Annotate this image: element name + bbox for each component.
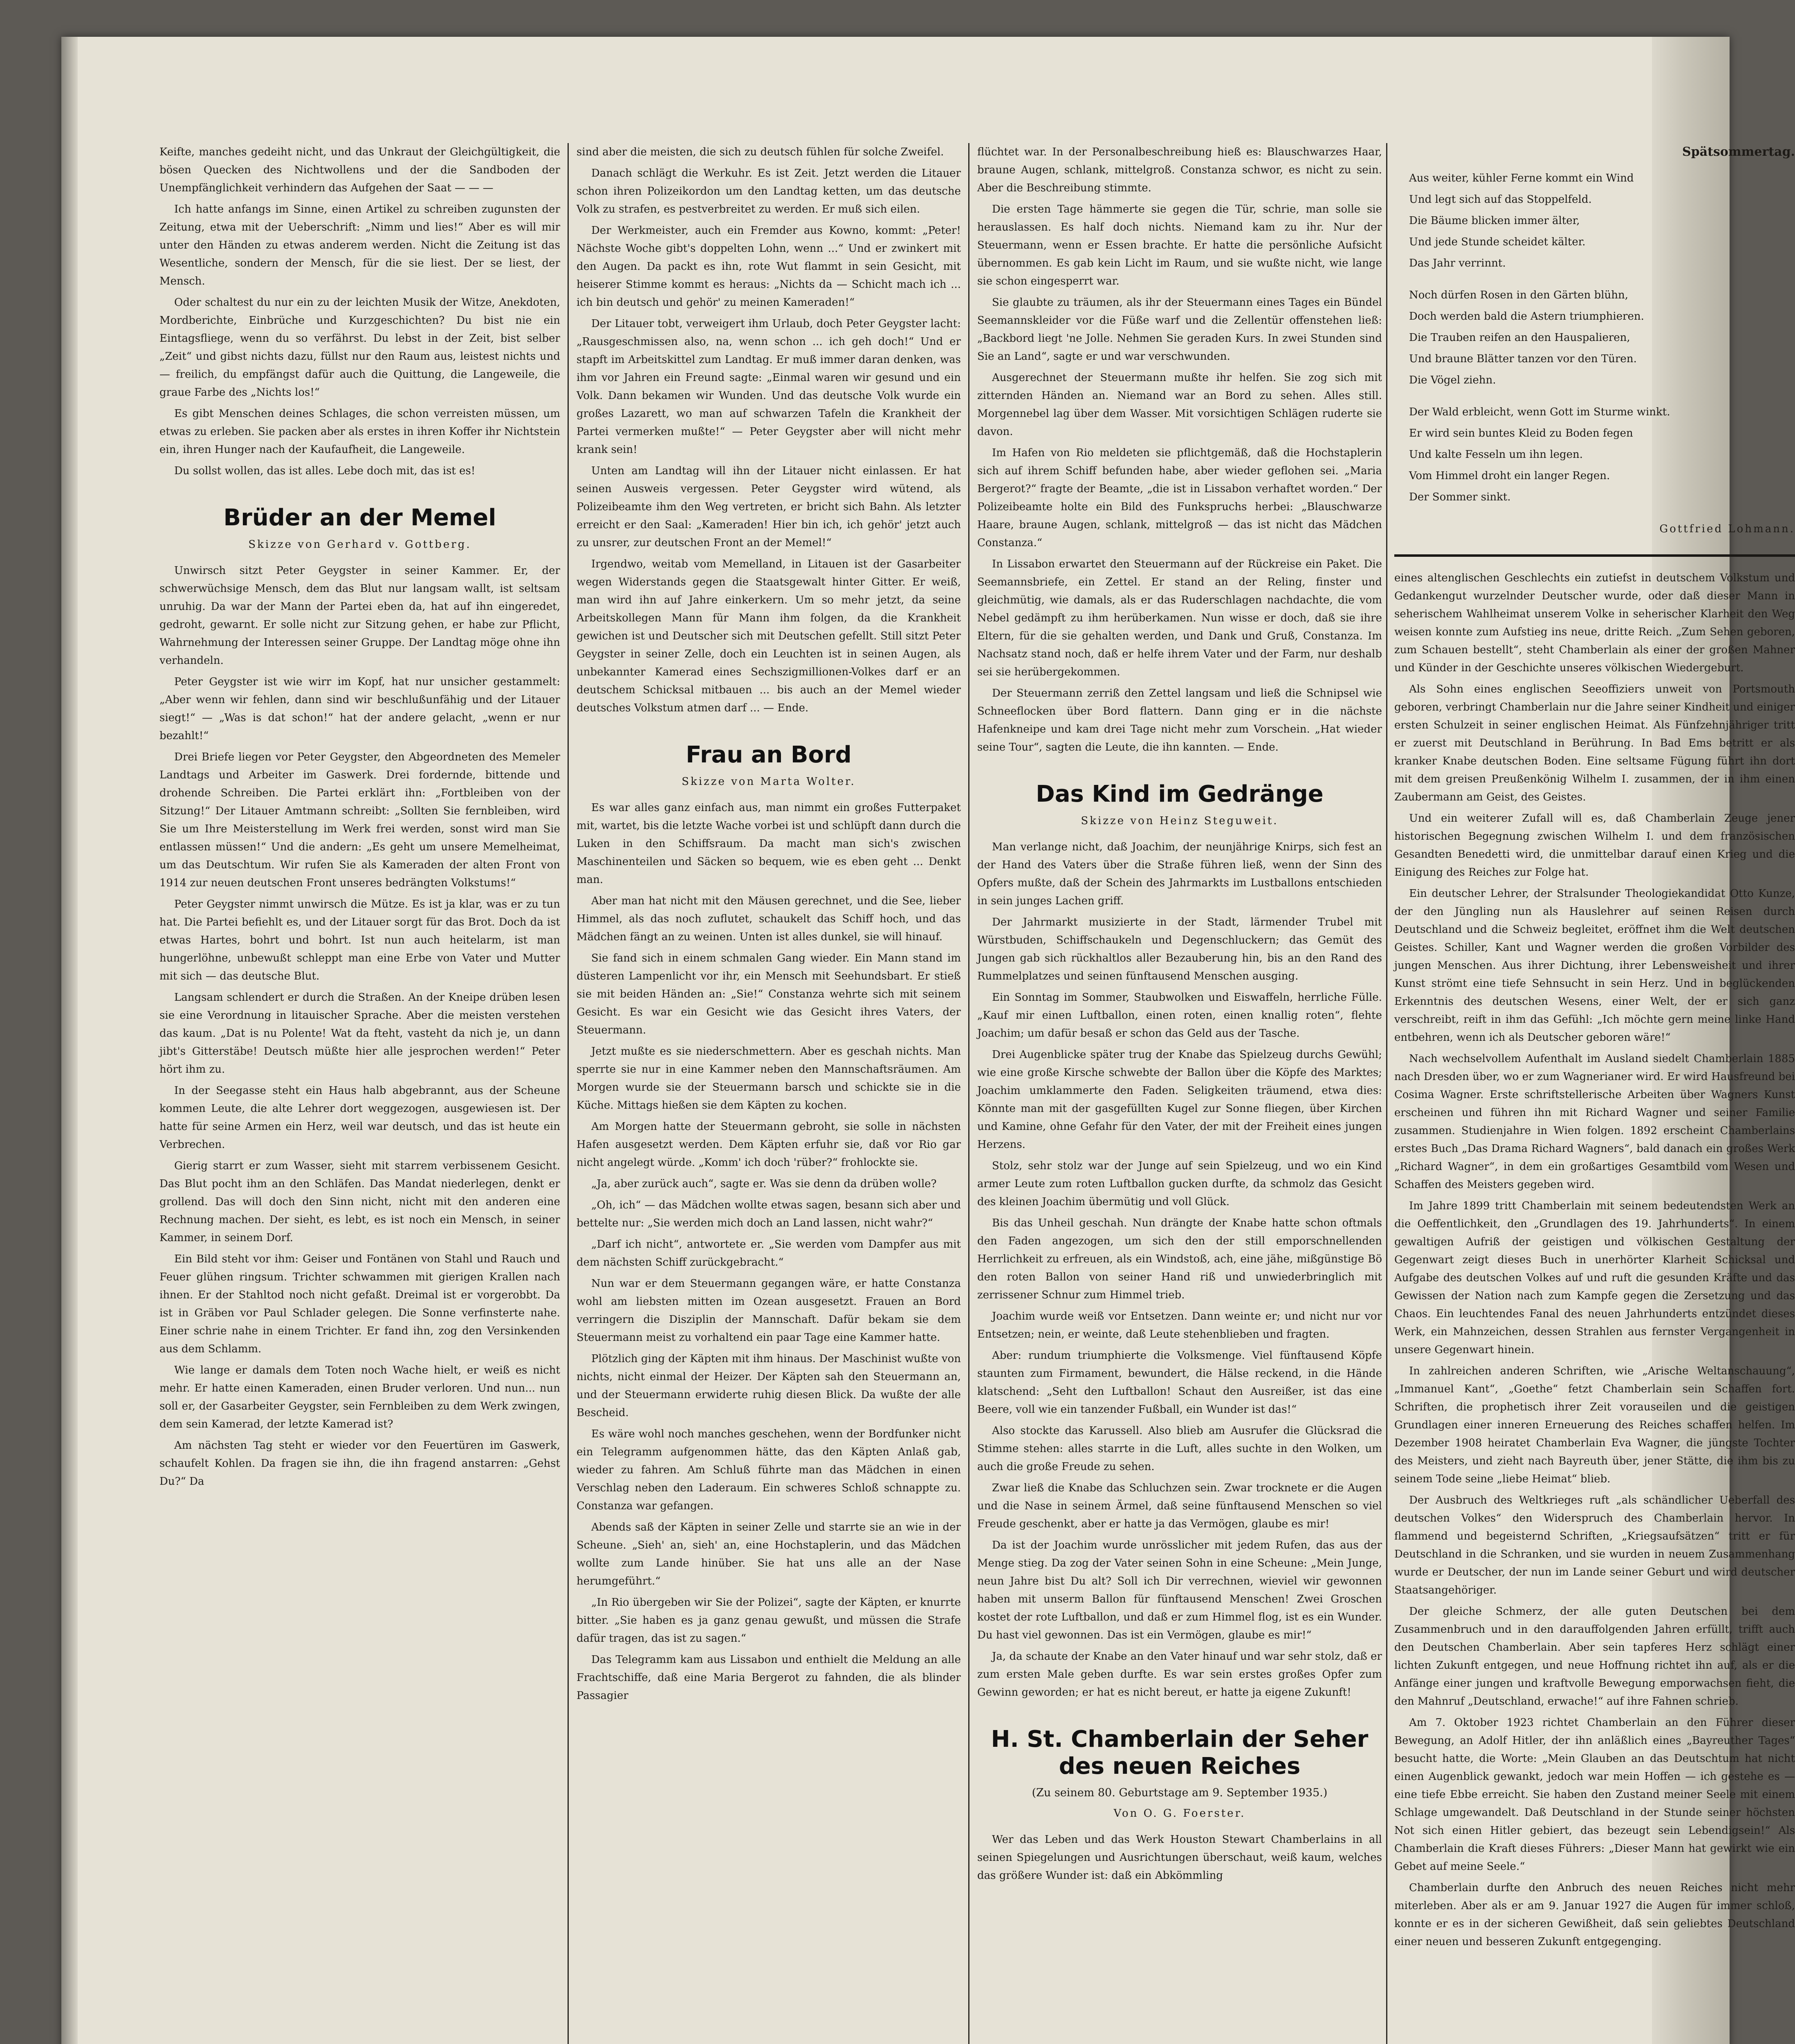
paragraph: Unwirsch sitzt Peter Geygster in seiner Kammer. Er, der schwerwüchsige Mensch, dem das Blut nur langsam wallt, ist seltsam unruhig. Da war der Mann der Partei eben da, hat auf ihn eingeredet, gedroht, gewarnt. Er solle nicht zur Sitzung gehen, er habe zur Pflicht, Wahrnehmung der Interessen seiner Gruppe. Der Landtag möge ohne ihn verhandeln.	[159, 565, 560, 667]
column-rule	[968, 143, 969, 2044]
article-headline: Brüder an der Memel	[223, 504, 496, 531]
paragraph: Zwar ließ die Knabe das Schluchzen sein. Zwar trocknete er die Augen und die Nase in seinem Ärmel, daß seine fünftausend Menschen so viel Freude geschenkt, aber er hatte ja das Vermögen, glaube es mir!	[977, 1482, 1382, 1530]
paragraph: Aber man hat nicht mit den Mäusen gerechnet, und die See, lieber Himmel, als das noch zuflutet, schaukelt das Schiff hoch, und das Mädchen fängt an zu weinen. Unten ist alles dunkel, sie will hinauf.	[577, 895, 961, 943]
article-headline: Frau an Bord	[686, 742, 852, 768]
poem-stanza	[1394, 169, 1795, 272]
paragraph: sind aber die meisten, die sich zu deutsch fühlen für solche Zweifel.	[577, 146, 944, 158]
article-headline: Das Kind im Gedränge	[1036, 781, 1324, 807]
poem-line: Der Sommer sinkt.	[1409, 491, 1511, 503]
poem-line: Und braune Blätter tanzen vor den Türen.	[1409, 353, 1637, 365]
article-headline: H. St. Chamberlain der Seher des neuen Reiches	[991, 1726, 1369, 1780]
paragraph: Abends saß der Käpten in seiner Zelle und starrte sie an wie in der Scheune. „Sieh' an, sieh' an, eine Hochstaplerin, und das Mädchen wollte zum Lande hinüber. Sie hat uns alle an der Nase herumgeführt.“	[577, 1521, 961, 1587]
paragraph: Ein deutscher Lehrer, der Stralsunder Theologiekandidat Otto Kunze, der den Jüngling nun als Hauslehrer auf seinen Reisen durch Deutschland und die Schweiz begleitet, eröffnet ihm die Welt deutschen Geistes. Schiller, Kant und Wagner werden die großen Vorbilder des jungen Menschen. Aus ihrer Dichtung, ihrer Lebensweisheit und ihrer Kunst strömt eine tiefe Sehnsucht in sein Herz. Und in beglückenden Erkenntnis des deutschen Wesens, einer Welt, der er sich ganz verschreibt, reift in ihm das Gefühl: „Ich möchte gern meine linke Hand entbehren, wenn ich als Deutscher geboren wäre!“	[1394, 888, 1795, 1044]
article-byline: Skizze von Gerhard v. Gottberg.	[248, 538, 471, 551]
column-1	[159, 143, 560, 1494]
paragraph: Am Morgen hatte der Steuermann gebroht, sie solle in nächsten Hafen ausgesetzt werden. Dem Käpten erfuhr sie, daß vor Rio gar nicht angelegt würde. „Komm' ich doch 'rüber?“ frohlockte sie.	[577, 1121, 961, 1169]
poem-line: Und kalte Fesseln um ihn legen.	[1409, 448, 1583, 461]
column-rule	[568, 143, 569, 2044]
paragraph: Jetzt mußte es sie niederschmettern. Aber es geschah nichts. Man sperrte sie nur in eine Kammer neben den Mannschaftsräumen. Am Morgen wurde sie der Steuermann barsch und schickte sie in die Küche. Mittags hießen sie dem Käpten zu kochen.	[577, 1045, 961, 1112]
paragraph: Langsam schlendert er durch die Straßen. An der Kneipe drüben lesen sie eine Verordnung in litauischer Sprache. Aber die meisten verstehen das kaum. „Dat is nu Polente! Wat da fteht, vasteht da nich je, un dann jibt's Gitterstäbe! Deutsch müßte hier alle jesprochen werden!“ Peter hört ihm zu.	[159, 991, 560, 1076]
paragraph: Es war alles ganz einfach aus, man nimmt ein großes Futterpaket mit, wartet, bis die letzte Wache vorbei ist und schlüpft dann durch die Luken in den Schiffsraum. Da macht man sich's zwischen Maschinenteilen und Säcken so bequem, wie es eben geht ... Denkt man.	[577, 802, 961, 886]
paragraph: „Oh, ich“ — das Mädchen wollte etwas sagen, besann sich aber und bettelte nur: „Sie werden mich doch an Land lassen, nicht wahr?“	[577, 1199, 961, 1229]
poem-line: Noch dürfen Rosen in den Gärten blühn,	[1409, 289, 1629, 301]
paragraph: In zahlreichen anderen Schriften, wie „Arische Weltanschauung“, „Immanuel Kant“, „Goethe“ fetzt Chamberlain sein Schaffen fort. Schriften, die prophetisch ihrer Zeit vorauseilen und die geistigen Grundlagen einer inneren Erneuerung des Reiches schaffen helfen. Im Dezember 1908 heiratet Chamberlain Eva Wagner, die jüngste Tochter des Meisters, und zieht nach Bayreuth über, jener Stätte, die ihm bis zu seinem Tode seine „liebe Heimat“ blieb.	[1394, 1365, 1795, 1485]
paragraph: Wie lange er damals dem Toten noch Wache hielt, er weiß es nicht mehr. Er hatte einen Kameraden, einen Bruder verloren. Und nun... nun soll er, der Gasarbeiter Geygster, sein Fernbleiben zu dem Werk zwingen, dem sein Kamerad, der letzte Kamerad ist?	[159, 1364, 560, 1430]
poem-line: Und jede Stunde scheidet kälter.	[1409, 236, 1586, 248]
paragraph: Man verlange nicht, daß Joachim, der neunjährige Knirps, sich fest an der Hand des Vaters über die Straße führen ließ, wenn der Sinn des Opfers mußte, daß der Schein des Jahrmarkts im Lustballons entschieden in sein junges Lachen griff.	[977, 841, 1382, 907]
paragraph: Da ist der Joachim wurde unrösslicher mit jedem Rufen, das aus der Menge stieg. Da zog der Vater seinen Sohn in eine Scheune: „Mein Junge, neun Jahre bist Du alt? Soll ich Dir verrechnen, wieviel wir gewonnen haben mit unserm Ballon für fünftausend Menschen! Zwei Groschen kostet der rote Luftballon, und daß er zum Himmel flog, ist es ein Wunder. Du hast viel gewonnen. Das ist ein Vermögen, glaube es mir!“	[977, 1539, 1382, 1641]
paragraph: Das Telegramm kam aus Lissabon und enthielt die Meldung an alle Frachtschiffe, daß eine Maria Bergerot zu fahnden, die als blinder Passagier	[577, 1654, 961, 1702]
paragraph: Also stockte das Karussell. Also blieb am Ausrufer die Glücksrad die Stimme stehen: alles starrte in die Luft, alles suchte in den Wolken, um auch die große Freude zu sehen.	[977, 1425, 1382, 1473]
article-byline: Skizze von Marta Wolter.	[682, 775, 856, 788]
paragraph: Im Jahre 1899 tritt Chamberlain mit seinem bedeutendsten Werk an die Oeffentlichkeit, den „Grundlagen des 19. Jahrhunderts“. In einem gewaltigen Aufriß der geistigen und völkischen Gestaltung der Gegenwart zeigt dieses Buch in unerhörter Klarheit Schicksal und Aufgabe des deutschen Volkes auf und ruft die gesunden Kräfte und das Gewissen der Nation nach zum Kampfe gegen die Zersetzung und das Chaos. Ein leuchtendes Fanal des neuen Jahrhunderts entzündet dieses Werk, ein Mahnzeichen, dessen Strahlen aus fernster Vergangenheit in unsere Gegenwart hinein.	[1394, 1200, 1795, 1356]
newspaper-page	[61, 37, 1795, 2044]
paragraph: Ausgerechnet der Steuermann mußte ihr helfen. Sie zog sich mit zitternden Händen an. Niemand war an Bord zu sehen. Alles still. Morgennebel lag über dem Wasser. Mit vorsichtigen Schlägen ruderte sie davon.	[977, 372, 1382, 438]
paragraph: Oder schaltest du nur ein zu der leichten Musik der Witze, Anekdoten, Mordberichte, Einbrüche und Kurzgeschichten? Du bist nie ein Eintagsfliege, wenn du so verfährst. Du lebst in der Zeit, bist selber „Zeit“ und gibst nichts dazu, füllst nur den Raum aus, leistest nichts und — freilich, du empfängst dafür auch die Quittung, die Langeweile, die graue Farbe des „Nichts los!“	[159, 296, 560, 399]
paragraph: Am nächsten Tag steht er wieder vor den Feuertüren im Gaswerk, schaufelt Kohlen. Da fragen sie ihn, die ihn fragend anstarren: „Gehst Du?“ Da	[159, 1439, 560, 1488]
paragraph: Der Steuermann zerriß den Zettel langsam und ließ die Schnipsel wie Schneeflocken über Bord flattern. Dann ging er in die nächste Hafenkneipe und kam drei Tage nicht mehr zum Vorschein. „Hat wieder seine Tour“, sagten die Leute, die ihn kannten. — Ende.	[977, 687, 1382, 753]
paragraph: Irgendwo, weitab vom Memelland, in Litauen ist der Gasarbeiter wegen Widerstands gegen die Staatsgewalt hinter Gitter. Er weiß, man wird ihn auf Jahre einkerkern. Um so mehr jetzt, da seine Arbeitskollegen Mann für Mann ihm folgen, da die Krankheit gewichen ist und Deutscher sich mit Deutschen gefellt. Still sitzt Peter Geygster in seiner Zelle, doch ein Leuchten ist in seinen Augen, als unbekannter Kamerad eines Sechszigmillionen-Volkes darf er an deutschem Schicksal mitbauen ... bis auch an der Memel wieder deutsches Volkstum atmen darf ... — Ende.	[577, 558, 961, 714]
article-byline: Von O. G. Foerster.	[1113, 1807, 1246, 1820]
poem-title: Spätsommertag.	[1682, 145, 1795, 159]
poem-line: Das Jahr verrinnt.	[1409, 257, 1506, 269]
paragraph: flüchtet war. In der Personalbeschreibung hieß es: Blauschwarzes Haar, braune Augen, schlank, mittelgroß. Constanza schwor, es nicht zu sein. Aber die Beschreibung stimmte.	[977, 146, 1382, 194]
paragraph: Der gleiche Schmerz, der alle guten Deutschen bei dem Zusammenbruch und in den darauffolgenden Jahren erfüllt, trifft auch den Deutschen Chamberlain. Aber sein tapferes Herz schlägt einer lichten Zukunft entgegen, und neue Hoffnung richtet ihn auf, als er die Anfänge einer jungen und kraftvolle Bewegung emporwachsen fieht, die den Mahnruf „Deutschland, erwache!“ auf ihre Fahnen schrieb.	[1394, 1605, 1795, 1708]
paragraph: Und ein weiterer Zufall will es, daß Chamberlain Zeuge jener historischen Begegnung zwischen Wilhelm I. und dem französischen Gesandten Benedetti wird, die unmittelbar darauf einen Krieg und die Einigung des Reiches zur Folge hat.	[1394, 812, 1795, 879]
column-4	[1394, 143, 1795, 1954]
paragraph: Ja, da schaute der Knabe an den Vater hinauf und war sehr stolz, daß er zum ersten Male geben durfte. Es war sein erstes großes Opfer zum Gewinn geworden; er hat es nicht bereut, er hatte ja eigene Zukunft!	[977, 1650, 1382, 1699]
paragraph: Sie fand sich in einem schmalen Gang wieder. Ein Mann stand im düsteren Lampenlicht vor ihr, ein Mensch mit Seehundsbart. Er stieß sie mit beiden Händen an: „Sie!“ Constanza wehrte sich mit seinem Gesicht. Es war ein Gesicht wie das Gesicht ihres Vaters, der Steuermann.	[577, 952, 961, 1036]
paragraph: Im Hafen von Rio meldeten sie pflichtgemäß, daß die Hochstaplerin sich auf ihrem Schiff befunden habe, aber wieder geflohen sei. „Maria Bergerot?“ fragte der Beamte, „die ist in Lissabon verhaftet worden.“ Der Polizeibeamte holte ein Bild des Funkspruchs herbei: „Blauschwarze Haare, braune Augen, schlank, mittelgroß — das ist nicht das Mädchen Constanza.“	[977, 447, 1382, 549]
paragraph: Joachim wurde weiß vor Entsetzen. Dann weinte er; und nicht nur vor Entsetzen; nein, er weinte, daß Leute stehenblieben und fragten.	[977, 1310, 1382, 1340]
paragraph: Ein Sonntag im Sommer, Staubwolken und Eiswaffeln, herrliche Fülle. „Kauf mir einen Luftballon, einen roten, einen knallig roten“, flehte Joachim; um dafür besaß er schon das Geld aus der Tasche.	[977, 991, 1382, 1040]
page-binding	[61, 37, 78, 2044]
paragraph: Chamberlain durfte den Anbruch des neuen Reiches nicht mehr miterleben. Aber als er am 9. Januar 1927 die Augen für immer schloß, konnte er es in der sicheren Gewißheit, daß sein geliebtes Deutschland einer neuen und besseren Zukunft entgegenging.	[1394, 1882, 1795, 1948]
poem-author: Gottfried Lohmann.	[1659, 523, 1795, 535]
poem-line: Und legt sich auf das Stoppelfeld.	[1409, 193, 1592, 206]
paragraph: „In Rio übergeben wir Sie der Polizei“, sagte der Käpten, er knurrte bitter. „Sie haben es ja ganz genau gewußt, und müssen die Strafe dafür tragen, das ist zu sagen.“	[577, 1596, 961, 1645]
poem-stanza	[1394, 286, 1795, 389]
paragraph: Plötzlich ging der Käpten mit ihm hinaus. Der Maschinist wußte von nichts, nicht einmal der Heizer. Der Käpten sah den Steuermann an, und der Steuermann erwiderte ruhig diesen Blick. Da wußte der alle Bescheid.	[577, 1353, 961, 1419]
paragraph: Stolz, sehr stolz war der Junge auf sein Spielzeug, und wo ein Kind armer Leute zum roten Luftballon gucken durfte, da schmolz das Gesicht des kleinen Joachim übermütig und voll Glück.	[977, 1160, 1382, 1208]
poem-line: Die Trauben reifen an den Hauspalieren,	[1409, 332, 1630, 344]
paragraph: Sie glaubte zu träumen, als ihr der Steuermann eines Tages ein Bündel Seemannskleider vor die Füße warf und die Zellentür offenstehen ließ: „Backbord liegt 'ne Jolle. Nehmen Sie geraden Kurs. In zwei Stunden sind Sie an Land“, sagte er und war verschwunden.	[977, 296, 1382, 363]
paragraph: Als Sohn eines englischen Seeoffiziers unweit von Portsmouth geboren, verbringt Chamberlain nur die Jahre seiner Kindheit und einiger ersten Schulzeit in seiner englischen Heimat. Als Fünfzehnjähriger tritt er zuerst mit Deutschland in Berührung. In Bad Ems betritt er als kranker Knabe deutschen Boden. Eine seltsame Fügung führt ihn dort mit dem greisen Preußenkönig Wilhelm I. zusammen, der in ihm einen Zaubermann am Geist, des Geistes.	[1394, 683, 1795, 803]
column-2	[577, 143, 961, 1708]
paragraph: Bis das Unheil geschah. Nun drängte der Knabe hatte schon oftmals den Faden angezogen, um sich den der still emporschnellenden Herrlichkeit zu erfreuen, als ein Windstoß, ach, eine jähe, mißgünstige Bö den roten Ballon von seiner Hand riß und unwiederbringlich mit zerrissener Schnur zum Himmel trieb.	[977, 1217, 1382, 1301]
poem-line: Er wird sein buntes Kleid zu Boden fegen	[1409, 427, 1633, 439]
poem-line: Die Bäume blicken immer älter,	[1409, 215, 1580, 227]
paragraph: Ich hatte anfangs im Sinne, einen Artikel zu schreiben zugunsten der Zeitung, etwa mit der Ueberschrift: „Nimm und lies!“ Aber es will mir unter den Händen zu etwas anderem werden. Nicht die Zeitung ist das Wesentliche, sondern der Mensch, für die sie liest. Der se liest, der Mensch.	[159, 203, 560, 287]
paragraph: Am 7. Oktober 1923 richtet Chamberlain an den Führer dieser Bewegung, an Adolf Hitler, der ihn anläßlich eines „Bayreuther Tages“ besucht hatte, die Worte: „Mein Glauben an das Deutschtum hat nicht einen Augenblick gewankt, jedoch war mein Hoffen — ich gestehe es — eine tiefe Ebbe erreicht. Sie haben den Zustand meiner Seele mit einem Schlage umgewandelt. Daß Deutschland in der Stunde seiner höchsten Not sich einen Hitler gebiert, das bezeugt sein Lebendigsein!“ Als Chamberlain die Kraft dieses Führers: „Dieser Mann hat gewirkt wie ein Gebet auf meine Seele.“	[1394, 1717, 1795, 1873]
paragraph: eines altenglischen Geschlechts ein zutiefst in deutschem Volkstum und Gedankengut wurzelnder Deutscher wurde, oder daß dieser Mann in seherischem Wahlheimat unserem Volke in seherischer Klarheit den Weg weisen konnte zum Aufstieg ins neue, dritte Reich. „Zum Sehen geboren, zum Schauen bestellt“, steht Chamberlain als einer der großen Mahner und Künder in der Geschichte unseres völkischen Wiedergeburt.	[1394, 572, 1795, 674]
poem-line: Die Vögel ziehn.	[1409, 374, 1496, 386]
paragraph: Danach schlägt die Werkuhr. Es ist Zeit. Jetzt werden die Litauer schon ihren Polizeikordon um den Landtag ketten, um das deutsche Volk zu strafen, es pestverbreitet zu werden. Er muß sich eilen.	[577, 167, 961, 215]
paragraph: Gierig starrt er zum Wasser, sieht mit starrem verbissenem Gesicht. Das Blut pocht ihm an den Schläfen. Das Mandat niederlegen, denkt er grollend. Das will doch den Sinn nicht, nicht mit den anderen eine Rechnung machen. Der sieht, es lebt, es ist noch ein Mensch, in seiner Kammer, in seinem Dorf.	[159, 1160, 560, 1244]
paragraph: Drei Briefe liegen vor Peter Geygster, den Abgeordneten des Memeler Landtags und Arbeiter im Gaswerk. Drei fordernde, bittende und drohende Schreiben. Die Partei erklärt ihn: „Fortbleiben von der Sitzung!“ Der Litauer Amtmann schreibt: „Sollten Sie fernbleiben, wird Sie um Ihre Meisterstellung im Werk frei werden, sonst wird man Sie entlassen müssen!“ Und die andern: „Es geht um unsere Memelheimat, um das Deutschtum. Wir rufen Sie als Kameraden der alten Front von 1914 zur neuen deutschen Front unseres bedrängten Volkstums!“	[159, 751, 560, 889]
paragraph: Ein Bild steht vor ihm: Geiser und Fontänen von Stahl und Rauch und Feuer glühen ringsum. Trichter schwammen mit gierigen Krallen nach ihnen. Er der Stahltod noch nicht gefaßt. Dreimal ist er vorgerobbt. Da ist in Gräben vor Paul Schlader gelegen. Die Sonne verfinsterte nahe. Einer schrie nahe in einem Trichter. Er fand ihn, zog den Versinkenden aus dem Schlamm.	[159, 1253, 560, 1355]
paragraph: Drei Augenblicke später trug der Knabe das Spielzeug durchs Gewühl; wie eine große Kirsche schwebte der Ballon über die Köpfe des Marktes; Joachim umklammerte den Faden. Seligkeiten träumend, etwa dies: Könnte man mit der gasgefüllten Kugel zur Sonne fliegen, über Kirchen und Kamine, ohne Gefahr für den Vater, der mit der Freiheit eines jungen Herzens.	[977, 1049, 1382, 1151]
column-rule	[1386, 143, 1387, 2044]
poem-line: Doch werden bald die Astern triumphieren.	[1409, 310, 1645, 323]
section-divider	[1394, 554, 1795, 557]
poem-stanza	[1394, 403, 1795, 506]
poem-line: Aus weiter, kühler Ferne kommt ein Wind	[1409, 172, 1634, 184]
paragraph: Peter Geygster ist wie wirr im Kopf, hat nur unsicher gestammelt: „Aber wenn wir fehlen, dann sind wir beschlußunfähig und der Litauer siegt!“ — „Was is dat schon!“ hat der andere gelacht, „wenn er nur bezahlt!“	[159, 676, 560, 742]
article-subhead: (Zu seinem 80. Geburtstage am 9. September 1935.)	[1032, 1786, 1328, 1799]
article-byline: Skizze von Heinz Steguweit.	[1081, 815, 1279, 827]
paragraph: Der Ausbruch des Weltkrieges ruft „als schändlicher Ueberfall des deutschen Volkes“ den Widerspruch des Chamberlain hervor. In flammend und begeisternd Schriften, „Kriegsaufsätzen“ tritt er für Deutschland in die Schranken, und sie wurden in neuem Zusammenhang wurde er Deutscher, der nun im Lande seiner Geburt und wird deutscher Staatsangehöriger.	[1394, 1494, 1795, 1596]
paragraph: Die ersten Tage hämmerte sie gegen die Tür, schrie, man solle sie herauslassen. Es half doch nichts. Niemand kam zu ihr. Nur der Steuermann, wenn er Essen brachte. Er hatte die persönliche Aufsicht übernommen. Es gab kein Licht im Raum, und sie wußte nicht, wie lange sie schon eingesperrt war.	[977, 203, 1382, 287]
paragraph: Peter Geygster nimmt unwirsch die Mütze. Es ist ja klar, was er zu tun hat. Die Partei befiehlt es, und der Litauer sorgt für das Brot. Doch da ist etwas Hartes, bohrt und bohrt. Ist nun auch heitelarm, ist man hungerlöhne, unbewußt schleppt man eine Erbe von Vater und Mutter mit sich — das deutsche Blut.	[159, 898, 560, 982]
paragraph: Es wäre wohl noch manches geschehen, wenn der Bordfunker nicht ein Telegramm aufgenommen hätte, das den Käpten Anlaß gab, wieder zu fahren. Am Schluß führte man das Mädchen in einen Verschlag neben den Laderaum. Ein schweres Schloß schnappte zu. Constanza war gefangen.	[577, 1428, 961, 1512]
paragraph: In der Seegasse steht ein Haus halb abgebrannt, aus der Scheune kommen Leute, die alte Lehrer dort weggezogen, ausgewiesen ist. Der hatte für seine Armen ein Herz, weil war deutsch, und das ist heute ein Verbrechen.	[159, 1085, 560, 1151]
paragraph: Nach wechselvollem Aufenthalt im Ausland siedelt Chamberlain 1885 nach Dresden über, wo er zum Wagnerianer wird. Er wird Hausfreund bei Cosima Wagner. Erste schriftstellerische Arbeiten über Wagners Kunst erscheinen und führen ihn mit Richard Wagner und seiner Familie zusammen. Studienjahre in Wien folgen. 1892 erscheint Chamberlains erstes Buch „Das Drama Richard Wagners“, bald danach ein großes Werk „Richard Wagner“, in dem ein großartiges Gesamtbild vom Wesen und Schaffen des Meisters gegeben wird.	[1394, 1053, 1795, 1191]
column-3	[977, 143, 1382, 1888]
paragraph: „Darf ich nicht“, antwortete er. „Sie werden vom Dampfer aus mit dem nächsten Schiff zurückgebracht.“	[577, 1238, 961, 1269]
poem-line: Der Wald erbleicht, wenn Gott im Sturme winkt.	[1409, 406, 1670, 418]
paragraph: Du sollst wollen, das ist alles. Lebe doch mit, das ist es!	[174, 465, 476, 477]
paragraph: Aber: rundum triumphierte die Volksmenge. Viel fünftausend Köpfe staunten zum Firmament, bewundert, die Hälse reckend, in die Hände klatschend: „Seht den Luftballon! Schaut den Ausreißer, ist das eine Beere, voll wie ein tanzender Fußball, ein Wunder ist das!“	[977, 1349, 1382, 1416]
paragraph: „Ja, aber zurück auch“, sagte er. Was sie denn da drüben wolle?	[591, 1178, 937, 1190]
paragraph: Der Werkmeister, auch ein Fremder aus Kowno, kommt: „Peter! Nächste Woche gibt's doppelten Lohn, wenn ...“ Und er zwinkert mit den Augen. Da packt es ihn, rote Wut flammt in sein Gesicht, mit heiserer Stimme kommt es heraus: „Nichts da — Schicht mach ich ... ich bin deutsch und gehör' zu meinen Kameraden!“	[577, 224, 961, 309]
paragraph: Unten am Landtag will ihn der Litauer nicht einlassen. Er hat seinen Ausweis vergessen. Peter Geygster wird wütend, als Polizeibeamte ihm den Weg vertreten, er bricht sich Bahn. Als letzter erreicht er den Saal: „Kameraden! Hier bin ich, ich gehör' jetzt auch zu unsrer, zur deutschen Front an der Memel!“	[577, 465, 961, 549]
paragraph: Es gibt Menschen deines Schlages, die schon verreisten müssen, um etwas zu erleben. Sie packen aber als erstes in ihren Koffer ihr Nichtstein ein, ihren Hunger nach der Kaufaufheit, die Langeweile.	[159, 408, 560, 456]
paragraph: Keifte, manches gedeiht nicht, und das Unkraut der Gleichgültigkeit, die bösen Quecken des Nichtwollens und der die Sandboden der Unempfänglichkeit verhindern das Aufgehen der Saat — — —	[159, 146, 560, 194]
paragraph: Der Litauer tobt, verweigert ihm Urlaub, doch Peter Geygster lacht: „Rausgeschmissen also, na, wenn schon ... ich geh doch!“ Und er stapft im Arbeitskittel zum Landtag. Er muß immer daran denken, was ihm vor Jahren ein Freund sagte: „Einmal waren wir gesund und ein Volk. Dann bekamen wir Wunden. Und das deutsche Volk wurde ein großes Lazarett, wo man auf schwarzen Tafeln die Krankheit der Partei vermerken mußte!“ — Peter Geygster aber will nicht mehr krank sein!	[577, 318, 961, 456]
paragraph: Nun war er dem Steuermann gegangen wäre, er hatte Constanza wohl am liebsten mitten im Ozean ausgesetzt. Frauen an Bord verringern die Disziplin der Mannschaft. Dafür bekam sie dem Steuermann meist zu vorhaltend ein paar Tage eine Kammer hatte.	[577, 1278, 961, 1344]
paragraph: In Lissabon erwartet den Steuermann auf der Rückreise ein Paket. Die Seemannsbriefe, ein Zettel. Er stand an der Reling, finster und gleichmütig, wie damals, als er das Ruderschlagen nachdachte, die vom Nebel gedämpft zu ihm herüberkamen. Nun wisse er doch, daß sie ihre Eltern, für die sie gehalten werden, und Dank und Gruß, Constanza. Im Nachsatz stand noch, daß er helfe ihrem Vater und der Farm, nur deshalb sei sie herübergekommen.	[977, 558, 1382, 678]
poem-line: Vom Himmel droht ein langer Regen.	[1409, 470, 1610, 482]
paragraph: Der Jahrmarkt musizierte in der Stadt, lärmender Trubel mit Würstbuden, Schiffschaukeln und Degenschluckern; das Gemüt des Jungen gab sich rückhaltlos aller Bezauberung hin, bis an den Rand des Rummelplatzes und seinen fünftausend Menschen ausging.	[977, 916, 1382, 982]
paragraph: Wer das Leben und das Werk Houston Stewart Chamberlains in all seinen Spiegelungen und Ausrichtungen überschaut, weiß kaum, welches das größere Wunder ist: daß ein Abkömmling	[977, 1833, 1382, 1882]
